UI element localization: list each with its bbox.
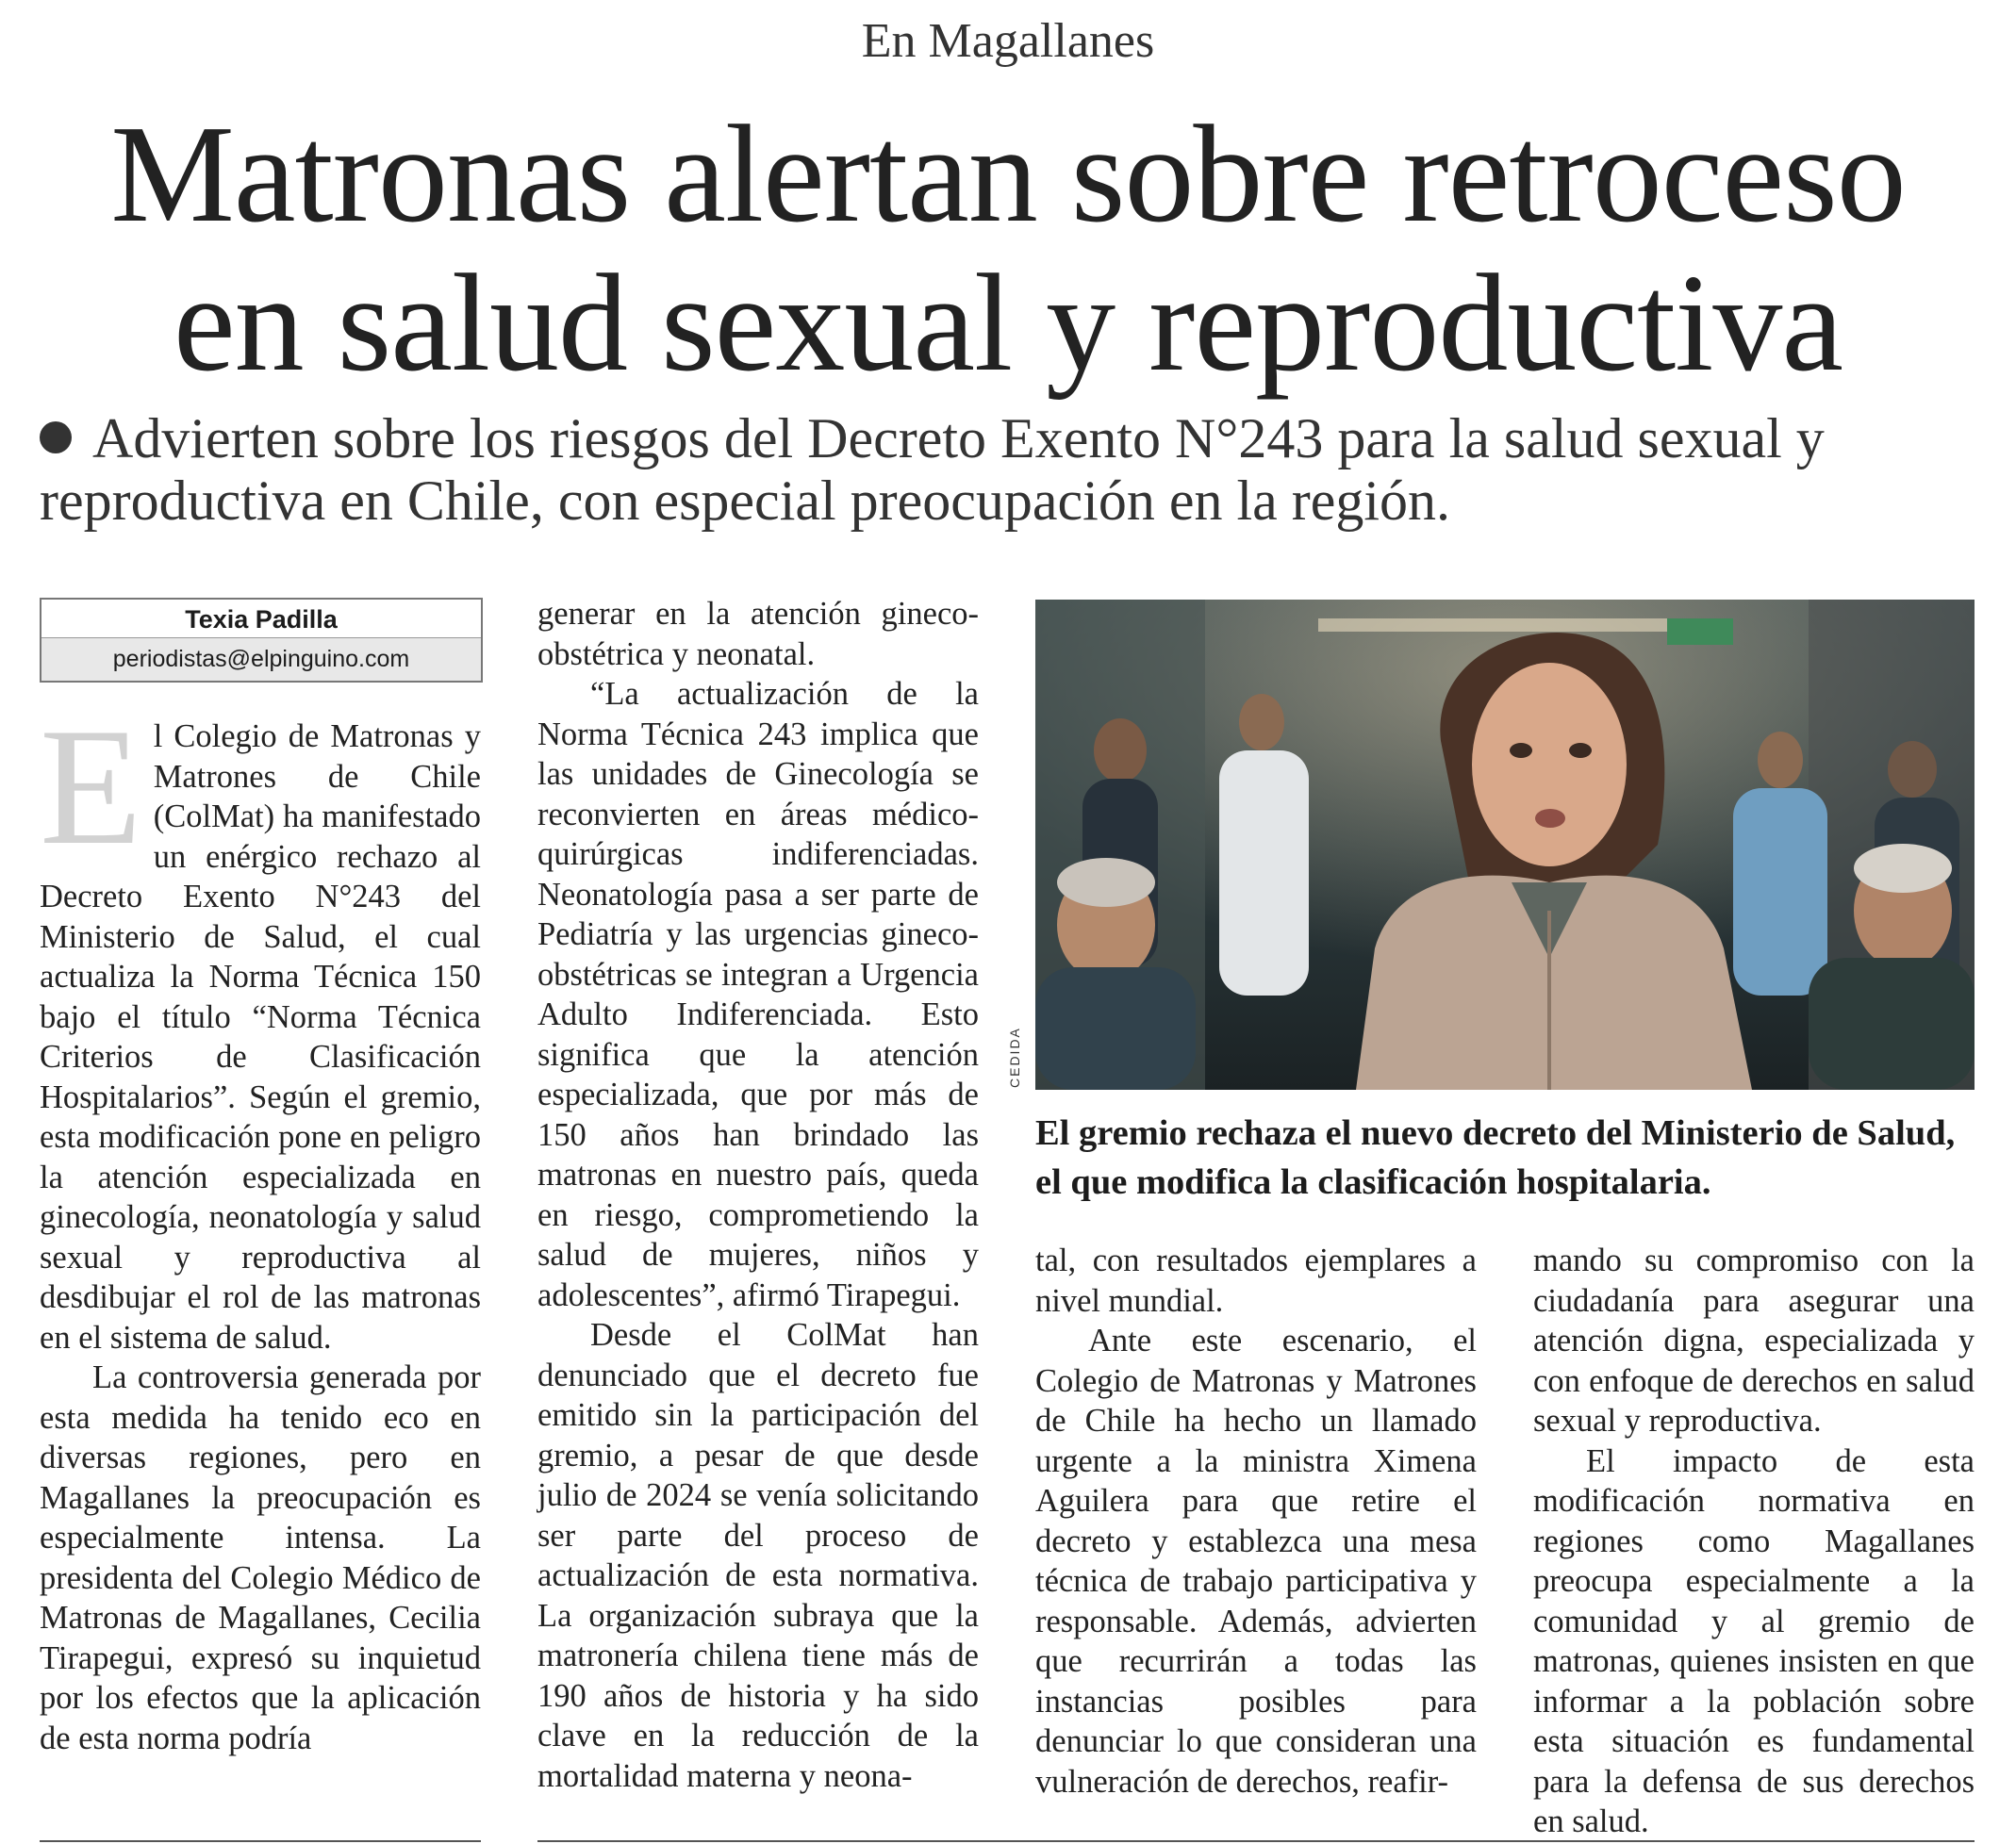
article-paragraph-5-continued: mando su compromiso con la ciudadanía para asegurar una atención digna, especializada y con enfoque de derechos en salud sexual y reproductiva. — [1533, 1243, 1975, 1439]
photo-caption: El gremio rechaza el nuevo decreto del Ministerio de Salud, el que modifica la clasificación hospitalaria. — [1035, 1113, 1956, 1202]
article-paragraph-1 — [40, 693, 481, 1358]
byline-author: Texia Padilla — [41, 600, 481, 638]
article-column-3 — [1035, 1241, 1477, 1802]
section-kicker: En Magallanes — [861, 14, 1155, 68]
paragraph-text: l Colegio de Matronas y Matrones de Chile (ColMat) ha manifestado un enérgico rechazo al Decreto Exento N°243 del Ministerio de Salud, el cual actualiza la Norma Técnica 150 bajo el título “Norma Técnica Criterios de Clasificación Hospitalarios”. Según el gremio, esta modificación pone en peligro la atención especializada en ginecología, neonatología y salud sexual y reproductiva al desdibujar el rol de las matronas en el sistema de salud. — [40, 718, 481, 1356]
drop-cap: E — [40, 693, 142, 880]
bullet-dot-icon — [40, 421, 72, 453]
article-paragraph-3: “La actualización de la Norma Técnica 243 implica que las unidades de Ginecología se reconvierten en áreas médico-quirúrgicas indiferenciadas. Neonatología pasa a ser parte de Pediatría y las urgencias gineco-obstétricas se integran a Urgencia Adulto Indiferenciada. Esto significa que la atención especializada, que por más de 150 años han brindado las matronas en nuestro país, queda en riesgo, comprometiendo la salud de mujeres, niños y adolescentes”, afirmó Tirapegui. — [537, 676, 979, 1313]
headline — [0, 97, 2016, 401]
byline-box — [40, 598, 483, 683]
article-paragraph-4-continued: tal, con resultados ejemplares a nivel mundial. — [1035, 1243, 1477, 1319]
hospital-corridor-image — [1035, 600, 1975, 1090]
photo-credit: CEDIDA — [1007, 1027, 1022, 1088]
subhead-text: Advierten sobre los riesgos del Decreto Exento N°243 para la salud sexual y reproductiva en Chile, con especial preocupación en la región. — [40, 407, 1825, 532]
subhead — [40, 407, 1982, 532]
headline-line-2: en salud sexual y reproductiva — [173, 246, 1843, 401]
article-photo — [1035, 600, 1975, 1090]
byline-email[interactable]: periodistas@elpinguino.com — [112, 646, 410, 672]
article-column-2 — [537, 594, 979, 1796]
article-paragraph-5: Ante este escenario, el Colegio de Matronas y Matrones de Chile ha hecho un llamado urgente a la ministra Ximena Aguilera para que retire el decreto y establezca una mesa técnica de trabajo participativa y responsable. Además, advierten que recurrirán a todas las instancias posibles para denunciar lo que consideran una vulneración de derechos, reafir- — [1035, 1323, 1477, 1800]
article-column-1 — [40, 693, 481, 1758]
article-paragraph-2-continued: generar en la atención gineco-obstétrica y neonatal. — [537, 596, 979, 672]
bottom-rule-left — [40, 1840, 481, 1842]
article-paragraph-2: La controversia generada por esta medida ha tenido eco en diversas regiones, pero en Magallanes la preocupación es especialmente intensa. La presidenta del Colegio Médico de Matronas de Magallanes, Cecilia Tirapegui, expresó su inquietud por los efectos que la aplicación de esta norma podría — [40, 1359, 481, 1756]
bottom-rule-right — [537, 1840, 1975, 1842]
article-column-4 — [1533, 1241, 1975, 1842]
article-paragraph-4: Desde el ColMat han denunciado que el decreto fue emitido sin la participación del gremio, a pesar de que desde julio de 2024 se venía solicitando ser parte del proceso de actualización de esta normativa. La organización subraya que la matronería chilena tiene más de 190 años de historia y ha sido clave en la reducción de la mortalidad materna y neona- — [537, 1317, 979, 1794]
article-paragraph-6: El impacto de esta modificación normativa en regiones como Magallanes preocupa especialmente a la comunidad y al gremio de matronas, quienes insisten en que informar a la población sobre esta situación es fundamental para la defensa de sus derechos en salud. — [1533, 1442, 1975, 1839]
headline-line-1: Matronas alertan sobre retroceso — [110, 97, 1906, 252]
